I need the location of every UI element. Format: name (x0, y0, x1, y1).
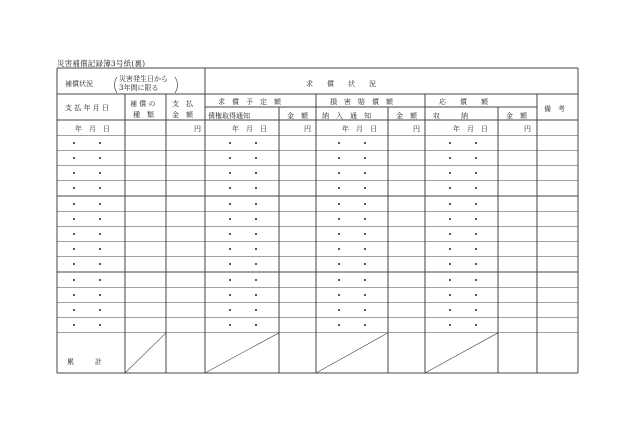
date-dot (338, 218, 340, 220)
claim-notice-header: 債権取得通知 (208, 112, 250, 120)
collected-header: 収 納 (433, 112, 468, 120)
damages-amount-unit: 円 (413, 125, 420, 133)
date-dot (338, 294, 340, 296)
date-dot (449, 218, 451, 220)
date-dot (364, 279, 366, 281)
date-dot (475, 233, 477, 235)
date-dot (338, 203, 340, 205)
date-dot (475, 218, 477, 220)
date-dot (338, 233, 340, 235)
date-dot (475, 203, 477, 205)
date-dot (449, 309, 451, 311)
date-dot (449, 233, 451, 235)
received-amount-unit: 円 (524, 125, 531, 133)
claim-scheduled-header: 求 償 予 定 額 (218, 98, 281, 106)
date-dot (449, 203, 451, 205)
reimbursement-status-label: 求 償 状 況 (306, 80, 376, 88)
date-dot (73, 279, 75, 281)
compensation-type-header-2: 種 類 (133, 111, 154, 119)
claim-amount-unit: 円 (304, 125, 311, 133)
cumulative-strike-1 (205, 333, 279, 373)
date-dot (229, 309, 231, 311)
date-dot (255, 142, 257, 144)
payment-amount-header-2: 金 額 (172, 111, 193, 119)
date-dot (338, 309, 340, 311)
date-dot (229, 294, 231, 296)
date-dot (475, 279, 477, 281)
date-dot (73, 203, 75, 205)
date-dot (229, 203, 231, 205)
date-dot (73, 218, 75, 220)
date-dot (338, 142, 340, 144)
date-dot (364, 203, 366, 205)
received-amount-header: 金 額 (506, 112, 527, 120)
date-dot (364, 309, 366, 311)
payment-amount-unit: 円 (194, 125, 201, 133)
document-title: 災害補償記録簿3号紙(裏) (57, 59, 146, 68)
date-dot (229, 157, 231, 159)
date-dot (255, 203, 257, 205)
date-dot (229, 279, 231, 281)
cumulative-strike-3 (425, 333, 498, 373)
date-dot (449, 157, 451, 159)
received-header: 応 償 額 (439, 98, 488, 106)
collected-date-unit: 年 月 日 (453, 125, 488, 133)
date-dot (475, 294, 477, 296)
date-dot (99, 142, 101, 144)
payment-date-unit: 年 月 日 (75, 125, 110, 133)
date-dot (99, 279, 101, 281)
date-dot (364, 294, 366, 296)
date-dot (229, 142, 231, 144)
date-dot (255, 233, 257, 235)
date-dot (364, 157, 366, 159)
date-dot (255, 309, 257, 311)
compensation-type-header-1: 補 償 の (130, 100, 156, 108)
date-dot (449, 294, 451, 296)
date-dot (99, 218, 101, 220)
date-dot (255, 157, 257, 159)
date-dot (73, 294, 75, 296)
status-note-line2: 3年間に限る (119, 84, 159, 92)
date-dot (73, 142, 75, 144)
date-dot (255, 279, 257, 281)
date-dot (99, 294, 101, 296)
date-dot (255, 294, 257, 296)
cumulative-total-label: 累 計 (67, 358, 102, 366)
date-dot (338, 157, 340, 159)
date-dot (449, 142, 451, 144)
payment-date-header: 支 払 年 月 日 (65, 104, 109, 112)
date-dot (99, 203, 101, 205)
cumulative-strike-2 (316, 333, 388, 373)
claim-amount-header: 金 額 (287, 112, 308, 120)
date-dot (99, 233, 101, 235)
date-dot (99, 309, 101, 311)
date-dot (229, 218, 231, 220)
date-dot (229, 233, 231, 235)
date-dot (99, 157, 101, 159)
note-close-bracket (175, 77, 178, 93)
date-dot (73, 233, 75, 235)
damages-header: 損 害 賠 償 額 (330, 98, 393, 106)
date-dot (364, 218, 366, 220)
date-dot (449, 279, 451, 281)
note-open-bracket (115, 77, 118, 93)
status-note-line1: 災害発生日から (119, 75, 168, 83)
damages-amount-header: 金 額 (396, 112, 417, 120)
compensation-status-label: 補償状況 (65, 80, 93, 88)
date-dot (475, 142, 477, 144)
date-dot (255, 218, 257, 220)
date-dot (475, 157, 477, 159)
payment-notice-date-unit: 年 月 日 (342, 125, 377, 133)
date-dot (73, 157, 75, 159)
claim-notice-date-unit: 年 月 日 (232, 125, 267, 133)
compensation-record-form (57, 68, 578, 373)
payment-notice-header: 納 入 通 知 (322, 112, 371, 120)
payment-amount-header-1: 支 払 (172, 100, 193, 108)
date-dot (73, 309, 75, 311)
date-dot (364, 142, 366, 144)
remarks-header: 備 考 (544, 105, 565, 113)
date-dot (338, 279, 340, 281)
date-dot (475, 309, 477, 311)
cumulative-strike-0 (125, 333, 166, 373)
date-dot (364, 233, 366, 235)
